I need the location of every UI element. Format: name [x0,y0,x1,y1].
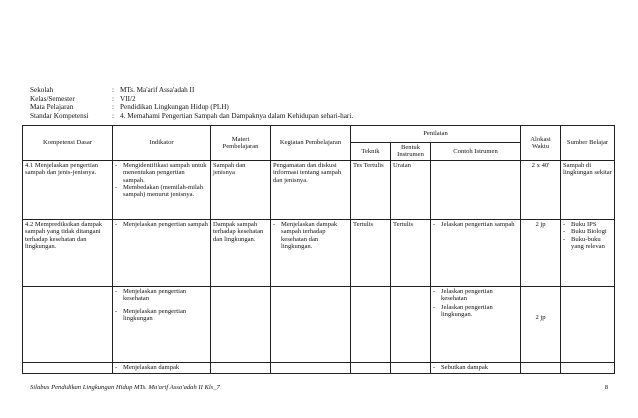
list-item: - Buku IPS [563,220,597,228]
meta-colon: : [112,103,114,112]
list-item: - Jelaskan pengertian kesehatan [433,287,493,303]
cell-kegiatan: Pengamatan dan diskusi informasi tentang sampah dan jenisnya. [271,160,351,219]
header-penilaian: Penilaian [351,126,521,143]
syllabus-table [22,125,615,374]
header-indikator: Indikator [113,126,211,161]
cell-teknik: Tertulis [351,219,391,286]
cell-alokasi: 2 x 40' [521,160,561,219]
cell-bentuk [391,286,431,373]
list-item: - Menjelaskan dampak sampah terhadap kesehatan dan lingkungan. [273,220,338,251]
table-row [23,219,615,286]
cell-contoh [431,160,521,219]
page-footer [30,384,608,391]
meta-value: Pendidikan Lingkungan Hidup (PLH) [120,103,229,112]
cell-indikator [113,160,211,219]
document-meta [30,86,353,120]
cell-alokasi: 2 jp [521,286,561,373]
meta-value: VII/2 [120,94,136,103]
list-item: - Mengidentifikasi sampah untuk menentukan pengertian sampah. [115,161,207,184]
cell-kegiatan [271,286,351,373]
list-item: - Menjelaskan pengertian sampah [115,220,208,228]
cell-kd [23,363,113,374]
cell-contoh [431,363,521,374]
cell-sumber [561,286,615,373]
meta-value: MTs. Ma'arif Assa'adah II [120,86,195,94]
meta-key: Sekolah [30,86,54,94]
cell-contoh [431,219,521,286]
header-alokasi: Alokasi Waktu [521,126,561,161]
meta-value: 4. Memahami Pengertian Sampah dan Dampaknya dalam Kehidupan sehari-hari. [120,111,354,120]
header-bentuk: Bentuk Instrumen [391,143,431,161]
cell-alokasi: 2 jp [521,219,561,286]
cell-contoh [431,286,521,373]
cell-sumber [561,219,615,286]
list-item: - Buku Biologi [563,228,607,236]
header-row-1 [23,126,615,143]
cell-materi [211,286,271,373]
meta-key: Kelas/Semester [30,94,75,103]
header-teknik: Teknik [351,143,391,161]
cell-bentuk [391,363,431,374]
header-contoh: Contoh Istrumen [431,143,521,161]
table-row [23,286,615,373]
cell-sumber [561,363,615,374]
cell-bentuk: Tertulis [391,219,431,286]
cell-kd [23,286,113,373]
header-materi: Materi Pembelajaran [211,126,271,161]
page-number: 8 [604,384,608,391]
cell-materi: Dampak sampah terhadap kesehatan dan lingkungan. [211,219,271,286]
meta-colon: : [112,86,114,94]
cell-kegiatan [271,363,351,374]
header-kegiatan: Kegiatan Pembelajaran [271,126,351,161]
meta-row-sk [30,112,353,121]
list-item: - Buku-buku yang relevan [563,235,605,251]
cell-indikator [113,363,211,374]
cell-teknik [351,363,391,374]
meta-key: Mata Pelajaran [30,103,74,112]
table-row [23,363,615,374]
cell-sumber: Sampah di lingkungan sekitar [561,160,615,219]
header-kd: Kompetensi Dasar [23,126,113,161]
cell-indikator [113,286,211,373]
meta-row-kelas [30,95,353,104]
syllabus-table-continued [22,362,615,374]
cell-teknik [351,286,391,373]
meta-row-mapel [30,103,353,112]
meta-key: Standar Kompetensi [30,111,89,120]
cell-teknik: Tes Tertulis [351,160,391,219]
table-row [23,160,615,219]
cell-kd: 4.2 Memprediksikan dampak sampah yang tidak ditangani terhadap kesehatan dan lingkungan. [23,219,113,286]
meta-colon: : [112,94,114,103]
cell-indikator [113,219,211,286]
list-item: - Menjelaskan pengertian kesehatan [115,287,187,303]
cell-kegiatan [271,219,351,286]
header-sumber: Sumber Belajar [561,126,615,161]
cell-kd: 4.1 Menjelaskan pengertian sampah dan jenis-jenisnya. [23,160,113,219]
list-item: - Jelaskan pengertian lingkungan. [433,303,493,319]
cell-bentuk: Uraian [391,160,431,219]
cell-materi [211,363,271,374]
list-item: - Sebutkan dampak [433,364,489,371]
list-item: - Menjelaskan dampak [115,364,180,371]
cell-alokasi [521,363,561,374]
list-item: - Membedakan (memilah-milah sampah) menurut jenisnya. [115,184,204,199]
meta-colon: : [112,111,114,120]
list-item: - Jelaskan pengertian sampah [433,220,515,228]
meta-row-sekolah [30,86,353,95]
cell-materi: Sampah dan jenisnya [211,160,271,219]
list-item: - Menjelaskan pengertian lingkungan [115,307,187,323]
footer-text: Silabus Pendidikan Lingkungan Hidup MTs. Ma'arif Assa'adah II Kls_7 [30,384,220,391]
